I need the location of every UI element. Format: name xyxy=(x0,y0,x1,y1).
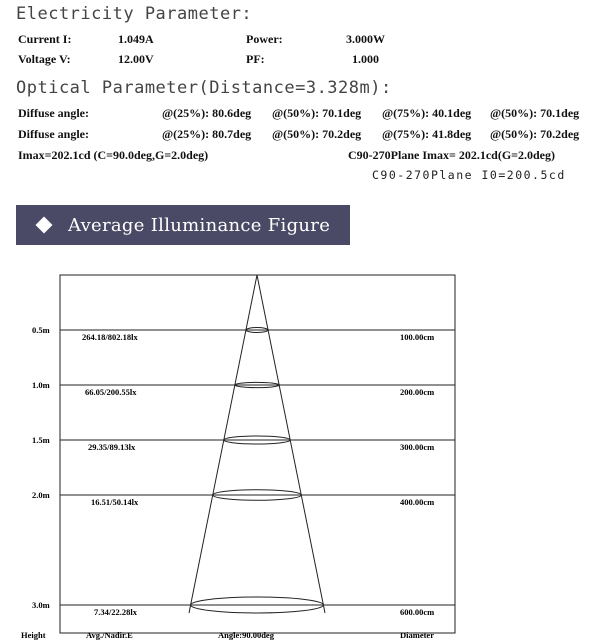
diffuse1-25: @(25%): 80.6deg xyxy=(162,106,252,120)
height-label: 1.0m xyxy=(32,380,50,390)
illuminance-label: 7.34/22.28lx xyxy=(94,607,137,617)
current-label: Current I: xyxy=(18,32,72,46)
illuminance-label: 264.18/802.18lx xyxy=(82,332,138,342)
diffuse1-75: @(75%): 40.1deg xyxy=(382,106,472,120)
optical-parameter-title: Optical Parameter(Distance=3.328m): xyxy=(16,78,392,98)
column-height-label: Height xyxy=(21,630,46,640)
diffuse2-50b: @(50%): 70.2deg xyxy=(490,127,580,141)
diffuse2-75: @(75%): 41.8deg xyxy=(382,127,472,141)
power-value: 3.000W xyxy=(346,32,385,46)
diffuse-angle-label-1: Diffuse angle: xyxy=(18,106,89,120)
imax-right: C90-270Plane Imax= 202.1cd(G=2.0deg) xyxy=(348,148,555,162)
column-diameter-label: Diameter xyxy=(400,630,434,640)
i0-value: C90-270Plane I0=200.5cd xyxy=(372,168,566,182)
banner-title: Average Illuminance Figure xyxy=(68,214,331,236)
pf-value: 1.000 xyxy=(352,52,379,66)
diffuse-angle-label-2: Diffuse angle: xyxy=(18,127,89,141)
electricity-parameter-title: Electricity Parameter: xyxy=(16,4,253,24)
diameter-label: 400.00cm xyxy=(400,497,435,507)
angle-label: Angle:90.00deg xyxy=(218,630,274,640)
current-value: 1.049A xyxy=(118,32,154,46)
height-label: 0.5m xyxy=(32,325,50,335)
rows-group xyxy=(32,325,455,617)
diamond-icon xyxy=(36,217,53,234)
height-label: 1.5m xyxy=(32,435,50,445)
height-label: 2.0m xyxy=(32,490,50,500)
diameter-label: 600.00cm xyxy=(400,607,435,617)
diffuse1-50: @(50%): 70.1deg xyxy=(272,106,362,120)
section-banner xyxy=(16,205,350,245)
diameter-label: 200.00cm xyxy=(400,387,435,397)
illuminance-label: 16.51/50.14lx xyxy=(91,497,139,507)
power-label: Power: xyxy=(246,32,283,46)
pf-label: PF: xyxy=(246,52,265,66)
diffuse2-25: @(25%): 80.7deg xyxy=(162,127,252,141)
diffuse1-50b: @(50%): 70.1deg xyxy=(490,106,580,120)
imax-left: Imax=202.1cd (C=90.0deg,G=2.0deg) xyxy=(18,148,209,162)
diameter-label: 300.00cm xyxy=(400,442,435,452)
height-label: 3.0m xyxy=(32,600,50,610)
illuminance-label: 66.05/200.55lx xyxy=(85,387,137,397)
voltage-value: 12.00V xyxy=(118,52,154,66)
illuminance-label: 29.35/89.13lx xyxy=(88,442,136,452)
diffuse2-50: @(50%): 70.2deg xyxy=(272,127,362,141)
diagram-frame xyxy=(60,275,455,633)
illuminance-diagram xyxy=(0,260,600,640)
voltage-label: Voltage V: xyxy=(18,52,71,66)
diameter-label: 100.00cm xyxy=(400,332,435,342)
column-illuminance-label: Avg./Nadir.E xyxy=(86,630,133,640)
